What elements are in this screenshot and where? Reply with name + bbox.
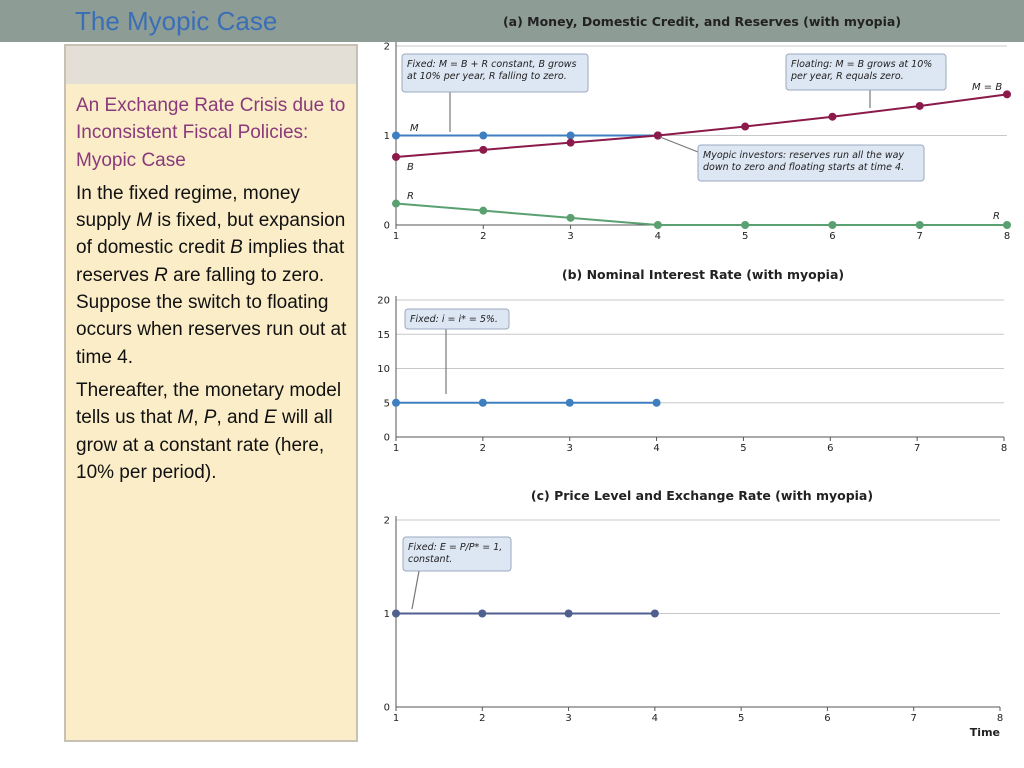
panel-subtitle: An Exchange Rate Crisis due to Inconsistent Fiscal Policies: Myopic Case xyxy=(76,95,346,171)
series-label: R xyxy=(993,211,1000,222)
y-tick-label: 2 xyxy=(383,515,390,527)
data-point xyxy=(1003,221,1011,229)
x-tick-label: 4 xyxy=(654,231,662,242)
data-point xyxy=(741,123,749,131)
callout-text: Fixed: M = B + R constant, B grows at 10% per year, R falling to zero. xyxy=(407,59,577,82)
series-label: B xyxy=(407,162,414,173)
data-point xyxy=(916,221,924,229)
chart-title: (a) Money, Domestic Credit, and Reserves (with myopia) xyxy=(502,14,902,29)
slide-title: The Myopic Case xyxy=(75,6,278,36)
y-tick-label: 1 xyxy=(383,131,390,142)
data-point xyxy=(566,399,574,407)
data-point xyxy=(392,200,400,208)
text-run: , and xyxy=(216,407,265,429)
x-tick-label: 7 xyxy=(910,713,917,724)
text-run: E xyxy=(264,407,277,429)
callout-text: Myopic investors: reserves run all the way down to zero and floating starts at time 4. xyxy=(703,150,905,173)
x-tick-label: 5 xyxy=(737,713,745,724)
data-point xyxy=(654,221,662,229)
y-tick-label: 20 xyxy=(377,295,390,307)
data-point xyxy=(567,139,575,147)
y-tick-label: 0 xyxy=(383,702,390,714)
x-tick-label: 7 xyxy=(916,231,923,242)
text-run: Thereafter, the monetary model tells us that xyxy=(76,379,342,429)
x-tick-label: 6 xyxy=(827,443,834,454)
text-run: are falling to zero. Suppose the switch to floating occurs when reserves run out at time 4. xyxy=(76,264,347,368)
data-point xyxy=(479,132,487,140)
x-tick-label: 6 xyxy=(829,231,836,242)
data-point xyxy=(392,132,400,140)
x-tick-label: 7 xyxy=(913,443,921,454)
x-tick-label: 8 xyxy=(996,713,1004,724)
x-tick-label: 5 xyxy=(740,443,747,454)
x-tick-label: 1 xyxy=(392,231,400,242)
x-tick-label: 2 xyxy=(480,231,487,242)
data-point xyxy=(479,146,487,154)
y-tick-label: 0 xyxy=(383,432,390,444)
text-run: M xyxy=(177,407,194,429)
x-tick-label: 2 xyxy=(479,713,486,724)
data-point xyxy=(478,610,486,618)
x-tick-label: 8 xyxy=(1003,231,1011,242)
callout-pointer xyxy=(660,137,698,152)
x-tick-label: 1 xyxy=(392,713,400,724)
data-point xyxy=(828,221,836,229)
y-tick-label: 2 xyxy=(383,41,390,53)
series-line xyxy=(396,204,1007,225)
y-tick-label: 0 xyxy=(383,220,390,232)
series-label: M = B xyxy=(972,82,1003,93)
text-run: will all grow at a constant rate (here, 10% per period). xyxy=(76,407,333,483)
y-tick-label: 5 xyxy=(383,398,390,410)
text-run: P xyxy=(203,407,217,429)
chart-title: (c) Price Level and Exchange Rate (with myopia) xyxy=(530,488,874,503)
data-point xyxy=(653,399,661,407)
chart-title: (b) Nominal Interest Rate (with myopia) xyxy=(561,267,845,282)
text-run: In the fixed regime, money supply xyxy=(76,182,300,232)
data-point xyxy=(392,399,400,407)
text-run: implies that reserves xyxy=(76,237,345,286)
data-point xyxy=(916,102,924,110)
callout-text: Fixed: i = i* = 5%. xyxy=(410,314,498,325)
x-tick-label: 4 xyxy=(651,713,659,724)
data-point xyxy=(392,610,400,618)
x-tick-label: 1 xyxy=(392,443,400,454)
x-tick-label: 3 xyxy=(565,713,572,724)
x-axis-label: Time xyxy=(969,726,1000,739)
text-run: , xyxy=(193,407,204,429)
data-point xyxy=(567,132,575,140)
x-tick-label: 3 xyxy=(567,231,574,242)
text-run: M xyxy=(136,210,153,232)
x-tick-label: 6 xyxy=(824,713,831,724)
data-point xyxy=(567,214,575,222)
text-run: R xyxy=(154,264,168,286)
callout-text: Floating: M = B grows at 10% per year, R equals zero. xyxy=(791,59,933,82)
y-tick-label: 10 xyxy=(377,364,390,375)
data-point xyxy=(565,610,573,618)
x-tick-label: 3 xyxy=(566,443,573,454)
data-point xyxy=(479,207,487,215)
data-point xyxy=(828,113,836,121)
data-point xyxy=(654,132,662,140)
x-tick-label: 2 xyxy=(479,443,487,454)
y-tick-label: 15 xyxy=(377,329,390,341)
data-point xyxy=(651,610,659,618)
callout-text: Fixed: E = P/P* = 1, constant. xyxy=(408,542,503,565)
y-tick-label: 1 xyxy=(383,609,390,620)
series-line xyxy=(396,136,658,157)
data-point xyxy=(392,153,400,161)
data-point xyxy=(741,221,749,229)
series-label: M xyxy=(410,123,419,134)
text-run: is fixed, but expansion of domestic credit xyxy=(76,210,346,259)
series-label: R xyxy=(407,191,414,202)
callout-pointer xyxy=(412,571,419,609)
data-point xyxy=(479,399,487,407)
text-run: B xyxy=(230,237,243,259)
x-tick-label: 5 xyxy=(741,231,749,242)
x-tick-label: 4 xyxy=(653,443,660,454)
data-point xyxy=(1003,90,1011,98)
x-tick-label: 8 xyxy=(1000,443,1008,454)
